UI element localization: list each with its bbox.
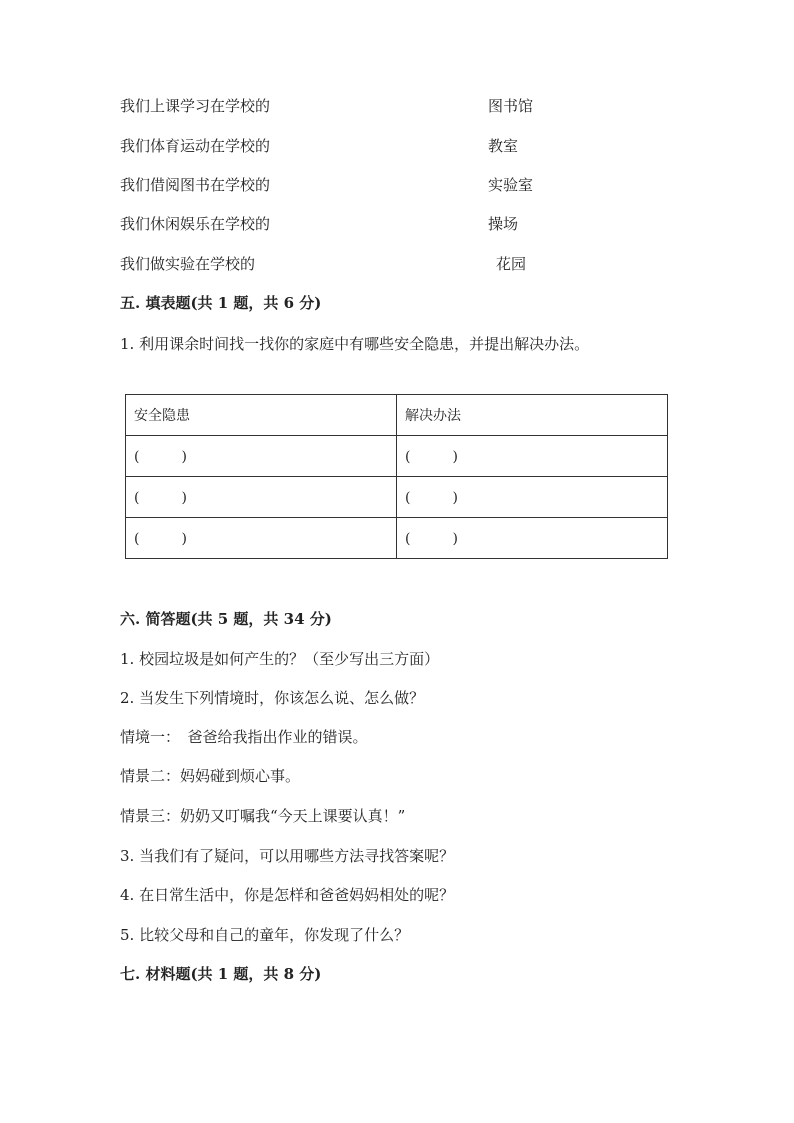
question-4: 4. 在日常生活中，你是怎样和爸爸妈妈相处的呢？ — [120, 886, 455, 904]
match-right-4: 操场 — [488, 215, 519, 233]
section6-heading: 六. 简答题(共 5 题，共 34 分) — [120, 610, 332, 628]
match-left-3: 我们借阅图书在学校的 — [120, 176, 271, 194]
table-cell-blank: ( ) — [397, 436, 668, 477]
question-5: 5. 比较父母和自己的童年，你发现了什么？ — [120, 926, 410, 944]
table-cell-blank: ( ) — [397, 477, 668, 518]
question-2: 2. 当发生下列情境时，你该怎么说、怎么做？ — [120, 689, 425, 707]
table-header-row — [126, 395, 668, 436]
scenario-3: 情景三：奶奶又叮嘱我“今天上课要认真！” — [120, 807, 406, 825]
table-cell-blank: ( ) — [126, 436, 397, 477]
match-right-1: 图书馆 — [488, 97, 534, 115]
scenario-1: 情境一： 爸爸给我指出作业的错误。 — [120, 728, 368, 746]
table-cell-blank: ( ) — [126, 518, 397, 559]
safety-table — [125, 394, 668, 559]
scenario-2: 情景二：妈妈碰到烦心事。 — [120, 767, 301, 785]
table-row — [126, 518, 668, 559]
section7-heading: 七. 材料题(共 1 题，共 8 分) — [120, 965, 322, 983]
match-right-3: 实验室 — [488, 176, 534, 194]
table-row — [126, 436, 668, 477]
question-3: 3. 当我们有了疑问，可以用哪些方法寻找答案呢？ — [120, 847, 455, 865]
match-left-1: 我们上课学习在学校的 — [120, 97, 271, 115]
match-left-5: 我们做实验在学校的 — [120, 255, 256, 273]
section5-question: 1. 利用课余时间找一找你的家庭中有哪些安全隐患，并提出解决办法。 — [120, 335, 590, 353]
match-left-2: 我们体育运动在学校的 — [120, 137, 271, 155]
table-cell-blank: ( ) — [126, 477, 397, 518]
match-right-5: 花园 — [496, 255, 527, 273]
table-cell-blank: ( ) — [397, 518, 668, 559]
match-left-4: 我们休闲娱乐在学校的 — [120, 215, 271, 233]
table-header-solution: 解决办法 — [397, 395, 668, 436]
table-header-hazard: 安全隐患 — [126, 395, 397, 436]
match-right-2: 教室 — [488, 137, 519, 155]
section5-heading: 五. 填表题(共 1 题，共 6 分) — [120, 294, 322, 312]
question-1: 1. 校园垃圾是如何产生的？（至少写出三方面） — [120, 650, 440, 668]
table-row — [126, 477, 668, 518]
